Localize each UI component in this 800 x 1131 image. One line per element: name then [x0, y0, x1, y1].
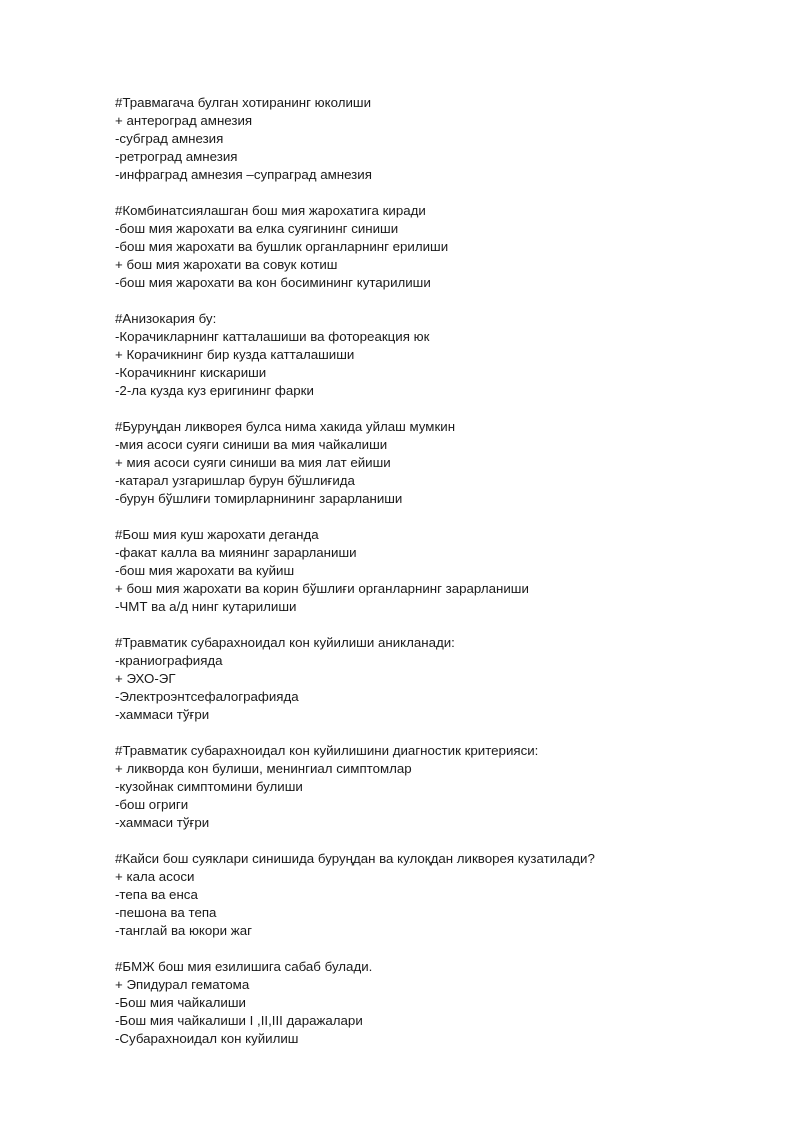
answer-option: -танглай ва юкори жаг — [115, 923, 252, 938]
answer-option: -Субарахноидал кон куйилиш — [115, 1031, 299, 1046]
answer-option: -2-ла кузда куз еригининг фарки — [115, 383, 314, 398]
answer-option: -хаммаси тўғри — [115, 707, 210, 722]
question-block — [115, 634, 775, 724]
question-block — [115, 94, 775, 184]
answer-option: -ЧМТ ва а/д нинг кутарилиши — [115, 599, 297, 614]
answer-option: -Бош мия чайкалиши — [115, 995, 246, 1010]
answer-option: -субград амнезия — [115, 131, 224, 146]
answer-option: -Бош мия чайкалиши I ,II,III даражалари — [115, 1013, 363, 1028]
question-block — [115, 418, 775, 508]
answer-option: -Корачикнинг кискариши — [115, 365, 267, 380]
question-block — [115, 850, 775, 940]
answer-option: + кала асоси — [115, 869, 195, 884]
answer-option: -бош мия жарохати ва елка суягининг синиши — [115, 221, 399, 236]
answer-option: -бош мия жарохати ва куйиш — [115, 563, 295, 578]
question-title: #Кайси бош суяклари синишида буруңдан ва кулоқдан ликворея кузатилади? — [115, 851, 595, 866]
question-block — [115, 526, 775, 616]
question-title: #БМЖ бош мия езилишига сабаб булади. — [115, 959, 373, 974]
answer-option: -Электроэнтсефалографияда — [115, 689, 299, 704]
answer-option: -Корачикларнинг катталашиши ва фотореакция юк — [115, 329, 430, 344]
question-block — [115, 310, 775, 400]
answer-option: + антероград амнезия — [115, 113, 253, 128]
answer-option: -факат калла ва миянинг зарарланиши — [115, 545, 357, 560]
answer-option: -инфраград амнезия –супраград амнезия — [115, 167, 372, 182]
answer-option: -ретроград амнезия — [115, 149, 238, 164]
question-title: #Буруңдан ликворея булса нима хакида уйлаш мумкин — [115, 419, 456, 434]
answer-option: -кузойнак симптомини булиши — [115, 779, 303, 794]
answer-option: -хаммаси тўғри — [115, 815, 210, 830]
answer-option: -тепа ва енса — [115, 887, 198, 902]
document-page — [115, 94, 775, 1066]
question-title: #Комбинатсиялашган бош мия жарохатига киради — [115, 203, 426, 218]
answer-option: -бош мия жарохати ва кон босимининг кутарилиши — [115, 275, 431, 290]
answer-option: -пешона ва тепа — [115, 905, 217, 920]
answer-option: + ЭХО-ЭГ — [115, 671, 176, 686]
answer-option: + мия асоси суяги синиши ва мия лат ейиши — [115, 455, 391, 470]
answer-option: + ликворда кон булиши, менингиал симптомлар — [115, 761, 412, 776]
question-block — [115, 202, 775, 292]
answer-option: + бош мия жарохати ва совук котиш — [115, 257, 338, 272]
question-title: #Травматик субарахноидал кон куйилиши аникланади: — [115, 635, 455, 650]
answer-option: + Эпидурал гематома — [115, 977, 250, 992]
answer-option: + Корачикнинг бир кузда катталашиши — [115, 347, 355, 362]
question-title: #Травматик субарахноидал кон куйилишини диагностик критерияси: — [115, 743, 539, 758]
question-title: #Травмагача булган хотиранинг юколиши — [115, 95, 372, 110]
answer-option: + бош мия жарохати ва корин бўшлиғи органларнинг зарарланиши — [115, 581, 529, 596]
question-title: #Бош мия куш жарохати деганда — [115, 527, 319, 542]
answer-option: -бош огриги — [115, 797, 189, 812]
question-block — [115, 742, 775, 832]
answer-option: -катарал узгаришлар бурун бўшлиғида — [115, 473, 355, 488]
answer-option: -бурун бўшлиғи томирларнининг зарарланиши — [115, 491, 403, 506]
answer-option: -краниографияда — [115, 653, 223, 668]
question-title: #Анизокария бу: — [115, 311, 217, 326]
answer-option: -бош мия жарохати ва бушлик органларнинг ерилиши — [115, 239, 449, 254]
answer-option: -мия асоси суяги синиши ва мия чайкалиши — [115, 437, 388, 452]
question-block — [115, 958, 775, 1048]
